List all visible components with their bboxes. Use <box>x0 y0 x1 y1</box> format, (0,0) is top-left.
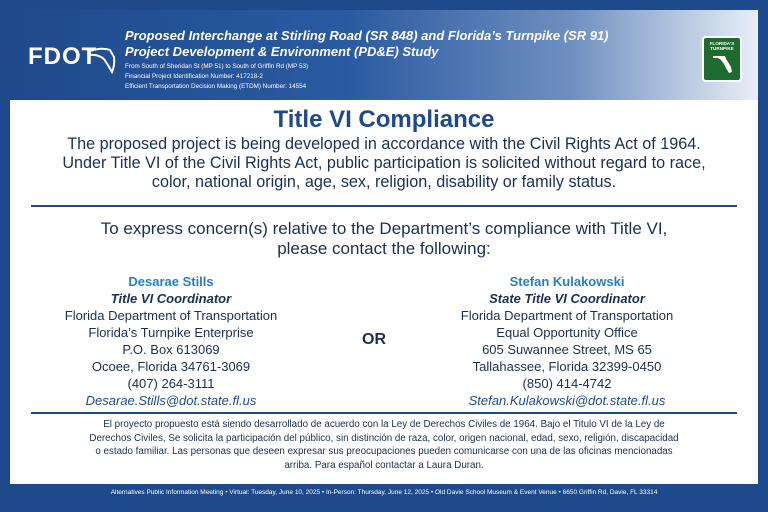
contact-right <box>417 273 717 409</box>
spanish-line: Derechos Civiles, Se solicita la participación del público, sin distinción de raza, color, origen nacional, edad, sexo, religión, discapacidad <box>89 432 679 444</box>
badge-label: FLORIDA'S TURNPIKE <box>709 41 735 51</box>
contact-org: Florida Department of Transportation <box>460 308 674 323</box>
concern-line: To express concern(s) relative to the Department’s compliance with Title VI, <box>100 219 668 238</box>
contact-dept: Florida’s Turnpike Enterprise <box>88 325 254 340</box>
fdot-logo <box>28 41 116 77</box>
fdot-logo-text: FDOT <box>28 43 98 70</box>
contact-address-2: Ocoee, Florida 34761-3069 <box>91 359 251 374</box>
concern-paragraph <box>20 219 748 259</box>
project-title-line-1: Proposed Interchange at Stirling Road (SR 848) and Florida’s Turnpike (SR 91) <box>125 28 609 43</box>
or-label: OR <box>362 331 386 348</box>
contact-role: Title VI Coordinator <box>110 291 232 306</box>
spanish-line: El proyecto propuesto está siendo desarrollado de acuerdo con la Ley de Derechos Civiles de 1964. Bajo el Titulo VI de la Ley de <box>103 419 665 430</box>
project-title <box>125 28 609 59</box>
meeting-footer: Alternatives Public Information Meeting • Virtual: Tuesday, June 10, 2025 • In-Person: Thursday, June 12, 2025 • Old Davie School Museum & Event Venue • 6650 Griffin Rd, Davie, FL 33314 <box>10 484 758 502</box>
contact-role: State Title VI Coordinator <box>489 291 645 306</box>
intro-line: The proposed project is being developed in accordance with the Civil Rights Act of 1964. <box>67 135 701 153</box>
contact-phone: (407) 264-3111 <box>127 376 215 391</box>
page-title: Title VI Compliance <box>273 106 495 133</box>
florida-swoosh-icon <box>88 45 118 75</box>
header-banner <box>10 10 758 100</box>
project-title-line-2: Project Development & Environment (PD&E) Study <box>125 43 439 59</box>
spanish-line: arriba. Para español contactar a Laura Duran. <box>284 459 484 471</box>
contact-dept: Equal Opportunity Office <box>496 325 638 340</box>
concern-line: please contact the following: <box>277 239 491 258</box>
etdm-number: Efficient Transportation Decision Making (ETDM) Number: 14554 <box>125 83 307 90</box>
intro-line: color, national origin, age, sex, religion, disability or family status. <box>151 173 617 191</box>
contact-email-link[interactable]: Desarae.Stills@dot.state.fl.us <box>85 393 257 408</box>
divider-bottom <box>31 412 737 414</box>
contact-address-2: Tallahassee, Florida 32399-0450 <box>472 359 662 374</box>
spanish-paragraph <box>22 418 746 472</box>
florida-turnpike-badge <box>702 36 742 82</box>
contact-address-1: P.O. Box 613069 <box>122 342 220 357</box>
project-limits: From South of Sheridan St (MP 51) to South of Griffin Rd (MP 53) <box>125 63 309 70</box>
contact-phone: (850) 414-4742 <box>522 376 612 391</box>
spanish-line: o estado familiar. Las personas que deseen expresar sus preocupaciones pueden comunicarse con una de las oficinas mencionadas <box>95 446 673 458</box>
contact-address-1: 605 Suwannee Street, MS 65 <box>482 342 652 357</box>
contact-name: Stefan Kulakowski <box>509 274 625 289</box>
contact-org: Florida Department of Transportation <box>64 308 278 323</box>
contact-left <box>21 273 321 409</box>
divider-top <box>31 205 737 207</box>
florida-state-icon <box>712 54 734 74</box>
intro-line: Under Title VI of the Civil Rights Act, public participation is solicited without regard to race, <box>62 154 706 172</box>
intro-paragraph <box>20 135 748 192</box>
contact-email-link[interactable]: Stefan.Kulakowski@dot.state.fl.us <box>468 393 666 408</box>
contact-name: Desarae Stills <box>128 274 214 289</box>
fpid-number: Financial Project Identification Number: 417218-2 <box>125 73 263 80</box>
